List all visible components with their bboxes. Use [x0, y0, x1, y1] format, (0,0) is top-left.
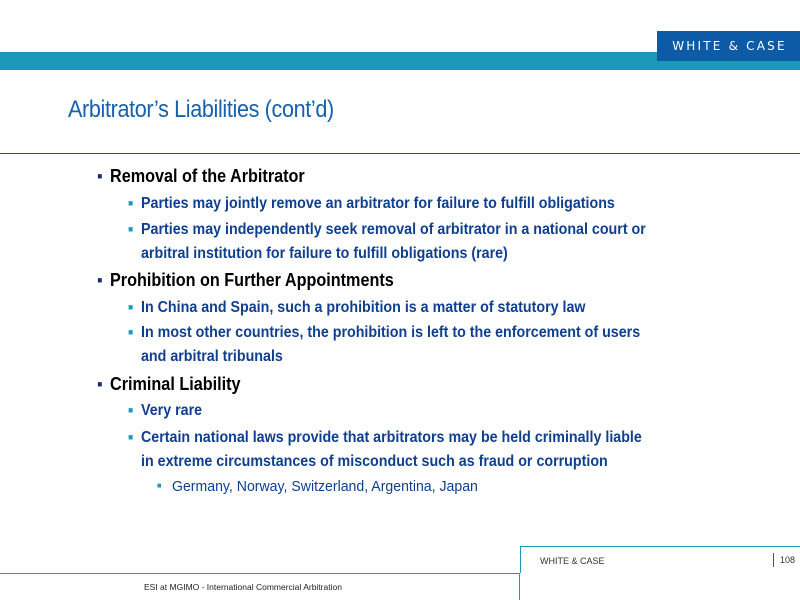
- square-bullet-icon: ■: [97, 171, 103, 181]
- sub-sub-bullet-text: Germany, Norway, Switzerland, Argentina, Japan: [172, 478, 478, 495]
- white-case-logo: WHITE & CASE: [657, 31, 800, 61]
- sub-bullet-line: Very rare: [141, 402, 203, 419]
- sub-bullet-line: arbitral institution for failure to fulfill obligations (rare): [141, 245, 508, 262]
- sub-bullet: [128, 321, 641, 369]
- footer-caption: ESI at MGIMO - International Commercial Arbitration: [144, 582, 342, 592]
- square-bullet-icon: ■: [128, 327, 134, 337]
- sub-sub-bullet: [156, 478, 478, 495]
- sub-bullet-line: Certain national laws provide that arbitrators may be held criminally liable: [141, 429, 642, 446]
- square-bullet-icon: ■: [97, 275, 103, 285]
- square-bullet-icon: ■: [128, 224, 134, 234]
- sub-bullet: [128, 399, 203, 423]
- square-bullet-icon: ■: [128, 302, 134, 312]
- sub-bullet: [128, 426, 642, 474]
- footer-brand: WHITE & CASE: [540, 556, 605, 566]
- page-number: 108: [780, 555, 796, 565]
- sub-bullet: [128, 192, 615, 216]
- slide-title: Arbitrator’s Liabilities (cont’d): [68, 96, 334, 123]
- sub-bullet-line: In most other countries, the prohibition is left to the enforcement of users: [141, 324, 641, 341]
- bullet-criminal-liability: [97, 374, 241, 395]
- bullet-text: Prohibition on Further Appointments: [110, 270, 394, 290]
- square-bullet-icon: ■: [128, 198, 134, 208]
- square-bullet-icon: ■: [128, 432, 134, 442]
- bullet-text: Removal of the Arbitrator: [110, 166, 305, 186]
- sub-bullet-line: Parties may jointly remove an arbitrator for failure to fulfill obligations: [141, 195, 615, 212]
- sub-bullet-line: and arbitral tribunals: [141, 348, 283, 365]
- bullet-text: Criminal Liability: [110, 374, 241, 394]
- bullet-prohibition: [97, 270, 394, 291]
- sub-bullet-line: Parties may independently seek removal of arbitrator in a national court or: [141, 221, 646, 238]
- footer-separator: [773, 553, 774, 567]
- sub-bullet-line: in extreme circumstances of misconduct such as fraud or corruption: [141, 453, 608, 470]
- square-bullet-icon: ■: [97, 379, 103, 389]
- square-bullet-icon: ■: [128, 405, 134, 415]
- sub-bullet: [128, 296, 586, 320]
- sub-bullet-line: In China and Spain, such a prohibition is a matter of statutory law: [141, 299, 586, 316]
- bullet-removal: [97, 166, 305, 187]
- sub-bullet: [128, 218, 646, 266]
- square-bullet-icon: ■: [156, 481, 162, 490]
